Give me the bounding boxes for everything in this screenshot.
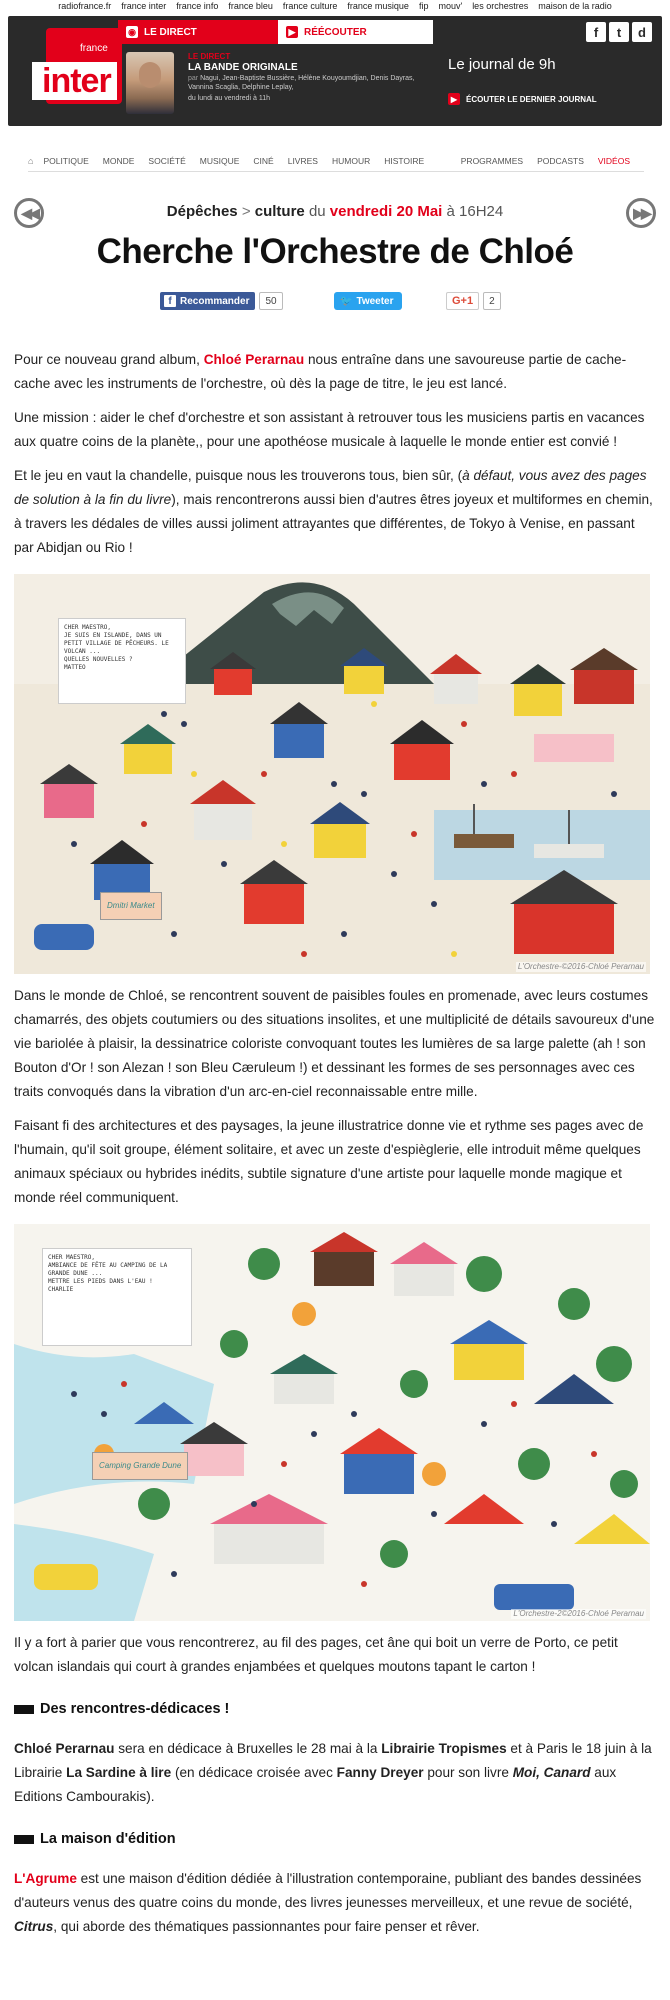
replay-icon: ▶ bbox=[286, 26, 298, 38]
text-run: et à Paris le 18 juin à la Librairie bbox=[14, 1741, 652, 1780]
tweet-label: Tweeter bbox=[356, 295, 394, 307]
nav-item-livres[interactable]: LIVRES bbox=[287, 156, 318, 166]
article-body bbox=[14, 348, 655, 1949]
logo-top-text: france bbox=[80, 43, 108, 54]
network-link[interactable]: france culture bbox=[282, 1, 338, 11]
nav-item-societe[interactable]: SOCIÉTÉ bbox=[148, 156, 186, 166]
live-program[interactable] bbox=[126, 50, 426, 120]
facebook-icon[interactable]: f bbox=[586, 22, 606, 42]
article-paragraph bbox=[14, 348, 655, 396]
live-schedule: du lundi au vendredi à 11h bbox=[188, 95, 270, 102]
author-name: Chloé Perarnau bbox=[14, 1741, 115, 1756]
network-link[interactable]: france info bbox=[176, 1, 219, 11]
twitter-bird-icon: 🐦 bbox=[340, 295, 353, 307]
breadcrumb-section[interactable]: Dépêches bbox=[166, 203, 238, 220]
illustrator-name: Fanny Dreyer bbox=[336, 1765, 424, 1780]
facebook-recommend-label: Recommander bbox=[180, 295, 250, 307]
googleplus-count: 2 bbox=[483, 292, 501, 310]
breadcrumb-du: du bbox=[308, 203, 326, 220]
italic-run: à défaut, vous avez des pages de solution à la fin du livre bbox=[14, 468, 647, 507]
live-title[interactable]: LA BANDE ORIGINALE bbox=[188, 62, 298, 73]
googleplus-share bbox=[446, 292, 501, 310]
camping-sign: Camping Grande Dune bbox=[92, 1452, 188, 1480]
live-tag: LE DIRECT bbox=[188, 52, 231, 61]
bookstore-name: Librairie Tropismes bbox=[381, 1741, 507, 1756]
text-run: aux Editions Cambourakis). bbox=[14, 1765, 617, 1804]
radio-icon: ◉ bbox=[126, 26, 138, 38]
magazine-title: Citrus bbox=[14, 1919, 54, 1934]
network-link[interactable]: radiofrance.fr bbox=[58, 1, 112, 11]
live-host-prefix: par bbox=[188, 75, 199, 82]
image-credit: L'Orchestre-©2016-Chloé Perarnau bbox=[517, 962, 644, 971]
article-paragraph bbox=[14, 1867, 655, 1939]
nav-item-histoire[interactable]: HISTOIRE bbox=[384, 156, 425, 166]
article-paragraph bbox=[14, 1737, 655, 1809]
station-header bbox=[8, 16, 662, 126]
shop-sign: Dmitri Market bbox=[100, 892, 162, 920]
text-run: Pour ce nouveau grand album, bbox=[14, 352, 204, 367]
tweet-button[interactable] bbox=[334, 292, 402, 310]
live-hosts bbox=[188, 74, 423, 92]
network-link[interactable]: france inter bbox=[121, 1, 167, 11]
nav-item-monde[interactable]: MONDE bbox=[102, 156, 135, 166]
news-journal bbox=[448, 56, 648, 107]
text-run: pour son livre bbox=[423, 1765, 513, 1780]
author-link[interactable]: Chloé Perarnau bbox=[203, 352, 305, 367]
article-paragraph: Une mission : aider le chef d'orchestre et son assistant à retrouver tous les musiciens partis en vacances aux quatre coins de la planète,, pour une apothéose musicale à laquelle le monde entier est convié ! bbox=[14, 410, 645, 449]
facebook-share bbox=[160, 292, 283, 310]
social-links bbox=[586, 22, 652, 42]
article-paragraph: Il y a fort à parier que vous rencontrerez, au fil des pages, cet âne qui boit un verre de Porto, ce petit volcan islandais qui court à grandes enjambées et quelques moutons tapant le carton ! bbox=[14, 1635, 618, 1674]
host-avatar bbox=[126, 52, 174, 114]
logo-main-text: inter bbox=[32, 62, 117, 100]
bookstore-name: La Sardine à lire bbox=[66, 1765, 172, 1780]
section-heading-dedicaces bbox=[14, 1697, 655, 1721]
listen-journal-button[interactable] bbox=[448, 93, 597, 105]
page-title: Cherche l'Orchestre de Chloé bbox=[96, 232, 574, 271]
next-arrow-icon[interactable]: ▶▶ bbox=[626, 198, 656, 228]
text-run: est une maison d'édition dédiée à l'illustration contemporaine, publiant des bandes dessinées d'auteurs venus des quatre coins du monde, des livres jeunesses merveilleux, et une revue de société, bbox=[14, 1871, 642, 1910]
live-program-info bbox=[188, 52, 423, 102]
network-link[interactable]: mouv' bbox=[438, 1, 463, 11]
text-run: , qui aborde des thématiques passionnantes pour faire penser et rêver. bbox=[53, 1919, 480, 1934]
network-bar bbox=[0, 0, 670, 14]
section-heading-maison bbox=[14, 1827, 655, 1851]
postcard-note: CHER MAESTRO, AMBIANCE DE FÊTE AU CAMPING DE LA GRANDE DUNE ... METTRE LES PIEDS DANS L'EAU ! CHARLIE bbox=[42, 1248, 192, 1346]
tab-replay-label: RÉÉCOUTER bbox=[304, 26, 367, 38]
nav-item-podcasts[interactable]: PODCASTS bbox=[537, 156, 584, 166]
text-run: Et le jeu en vaut la chandelle, puisque nous les trouverons tous, bien sûr, ( bbox=[14, 468, 463, 483]
nav-item-politique[interactable]: POLITIQUE bbox=[43, 156, 89, 166]
text-run: sera en dédicace à Bruxelles le 28 mai à la bbox=[114, 1741, 382, 1756]
player-tabs bbox=[118, 20, 433, 44]
heading-text: Des rencontres-dédicaces ! bbox=[40, 1701, 230, 1717]
postcard-note: CHER MAESTRO, JE SUIS EN ISLANDE, DANS UN PETIT VILLAGE DE PÊCHEURS. LE VOLCAN ... QUELLES NOUVELLES ? MATTEO bbox=[58, 618, 186, 704]
book-title: Moi, Canard bbox=[512, 1765, 591, 1780]
image-credit: L'Orchestre-2©2016-Chloé Perarnau bbox=[513, 1609, 644, 1618]
previous-arrow-icon[interactable]: ◀◀ bbox=[14, 198, 44, 228]
heading-bar bbox=[14, 1705, 34, 1714]
facebook-count: 50 bbox=[259, 292, 282, 310]
nav-divider bbox=[28, 171, 644, 172]
tab-live[interactable] bbox=[118, 20, 278, 44]
dailymotion-icon[interactable]: d bbox=[632, 22, 652, 42]
network-link[interactable]: france musique bbox=[347, 1, 409, 11]
breadcrumb-time: 16H24 bbox=[459, 203, 504, 220]
network-link[interactable]: les orchestres bbox=[472, 1, 529, 11]
breadcrumb bbox=[0, 203, 670, 220]
breadcrumb-separator: > bbox=[241, 203, 251, 220]
tab-replay[interactable] bbox=[278, 20, 433, 44]
nav-item-programmes[interactable]: PROGRAMMES bbox=[460, 156, 524, 166]
listen-journal-label: ÉCOUTER LE DERNIER JOURNAL bbox=[466, 94, 597, 104]
facebook-icon: f bbox=[164, 295, 176, 307]
network-link[interactable]: maison de la radio bbox=[538, 1, 612, 11]
nav-item-cine[interactable]: CINÉ bbox=[253, 156, 274, 166]
googleplus-button[interactable]: G+1 bbox=[446, 292, 479, 310]
play-icon: ▶ bbox=[448, 93, 460, 105]
illustration-camping bbox=[14, 1224, 650, 1621]
illustration-iceland-village bbox=[14, 574, 650, 974]
nav-item-videos[interactable]: VIDÉOS bbox=[597, 156, 630, 166]
facebook-recommend-button[interactable] bbox=[160, 292, 255, 310]
network-link[interactable]: fip bbox=[418, 1, 429, 11]
twitter-share bbox=[334, 292, 402, 310]
main-nav bbox=[28, 154, 644, 168]
network-link[interactable]: france bleu bbox=[228, 1, 273, 11]
text-run: (en dédicace croisée avec bbox=[171, 1765, 337, 1780]
article-paragraph bbox=[14, 464, 655, 560]
tab-live-label: LE DIRECT bbox=[144, 26, 197, 38]
text-run: ), mais rencontrerons aussi bien d'autres êtres joyeux et multiformes en chemin, à travers les dédales de villes aussi joliment attrayantes que différentes, de Tokyo à Venise, en passant par Abidjan ou Rio ! bbox=[14, 492, 653, 555]
nav-item-musique[interactable]: MUSIQUE bbox=[199, 156, 240, 166]
publisher-link[interactable]: L'Agrume bbox=[14, 1871, 77, 1886]
twitter-icon[interactable]: t bbox=[609, 22, 629, 42]
france-inter-logo[interactable] bbox=[32, 28, 122, 112]
article-paragraph: Faisant fi des architectures et des paysages, la jeune illustratrice donne vie et rythme ses pages avec de l'humain, qu'il soit groupe, élément solitaire, et avec un zeste d'espièglerie, elle introduit même quelques animaux spéciaux ou hybrides inédits, subtile signature d'une artiste pour laquelle monde magique et monde réel communiquent. bbox=[14, 1118, 644, 1205]
breadcrumb-a: à bbox=[446, 203, 455, 220]
breadcrumb-date: vendredi 20 Mai bbox=[329, 203, 443, 220]
heading-text: La maison d'édition bbox=[40, 1831, 176, 1847]
article-paragraph: Dans le monde de Chloé, se rencontrent souvent de paisibles foules en promenade, avec leurs costumes chamarrés, des objets coutumiers ou des situations insolites, et une multiplicité de détails savoureux d'une vie bariolée à plaisir, la dessinatrice coloriste convoquant toutes les lumières de sa large palette (ah ! son Bouton d'Or ! son Alezan ! son Bleu Cæruleum !) et dessinant les formes de ses personnages avec ces traits convoqués dans la vibration d'un arc-en-ciel reconnaissable entre mille. bbox=[14, 988, 655, 1099]
home-icon[interactable]: ⌂ bbox=[28, 156, 34, 166]
breadcrumb-category[interactable]: culture bbox=[254, 203, 305, 220]
text-run: nous entraîne dans une savoureuse partie de cache-cache avec les instruments de l'orchestre, où dès la page de titre, le jeu est lancé. bbox=[14, 352, 627, 391]
live-host-names: Nagui, Jean-Baptiste Bussière, Hélène Kouyoumdjian, Denis Dayras, Vannina Scaglia, Delphine Leplay, bbox=[188, 75, 415, 91]
journal-title: Le journal de 9h bbox=[448, 56, 556, 73]
heading-bar bbox=[14, 1835, 34, 1844]
nav-item-humour[interactable]: HUMOUR bbox=[331, 156, 371, 166]
